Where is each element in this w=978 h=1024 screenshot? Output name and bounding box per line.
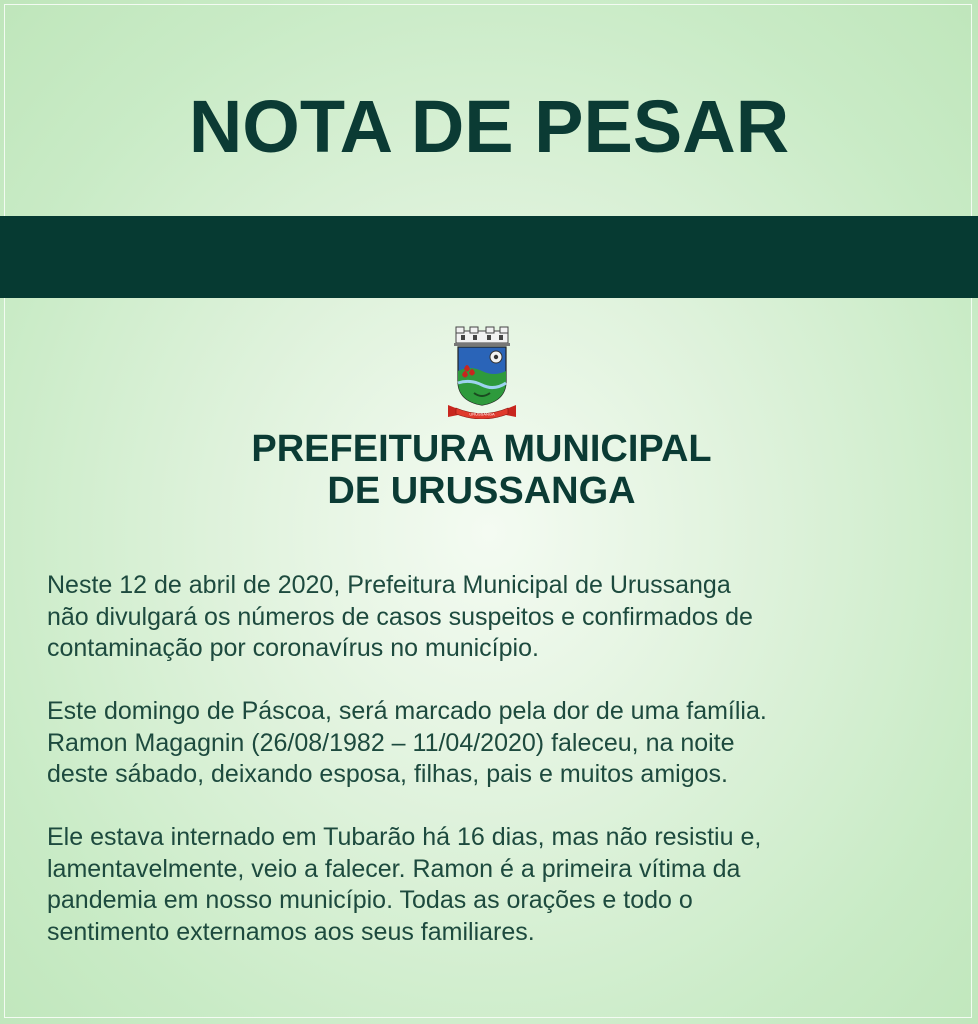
ribbon-icon <box>448 405 516 419</box>
paragraph-line: Este domingo de Páscoa, será marcado pela dor de uma família. <box>47 697 767 725</box>
paragraph-line: Ele estava internado em Tubarão há 16 dias, mas não resistiu e, <box>47 823 762 851</box>
announcement-body <box>47 570 947 980</box>
organization-name-line2: DE URUSSANGA <box>327 470 636 512</box>
paragraph-1 <box>47 570 947 665</box>
shield-icon <box>458 347 506 405</box>
paragraph-line: não divulgará os números de casos suspeitos e confirmados de <box>47 602 753 631</box>
coat-of-arms-icon <box>444 325 520 419</box>
paragraph-2 <box>47 696 947 791</box>
page-title: NOTA DE PESAR <box>188 85 790 168</box>
organization-name-line1: PREFEITURA MUNICIPAL <box>251 428 712 470</box>
crown-icon <box>454 327 510 346</box>
organization-name <box>0 428 963 512</box>
paragraph-line: Ramon Magagnin (26/08/1982 – 11/04/2020) faleceu, na noite <box>47 728 735 757</box>
paragraph-3 <box>47 822 947 948</box>
mourning-band <box>0 216 978 298</box>
paragraph-line: pandemia em nosso município. Todas as orações e todo o <box>47 886 693 914</box>
paragraph-line: contaminação por coronavírus no município. <box>47 634 539 662</box>
paragraph-line: Neste 12 de abril de 2020, Prefeitura Municipal de Urussanga <box>47 571 731 599</box>
paragraph-line: sentimento externamos aos seus familiares. <box>47 917 535 946</box>
ribbon-label: URUSSANGA <box>469 411 495 417</box>
paragraph-line: lamentavelmente, veio a falecer. Ramon é a primeira vítima da <box>47 854 741 883</box>
paragraph-line: deste sábado, deixando esposa, filhas, pais e muitos amigos. <box>47 760 728 788</box>
